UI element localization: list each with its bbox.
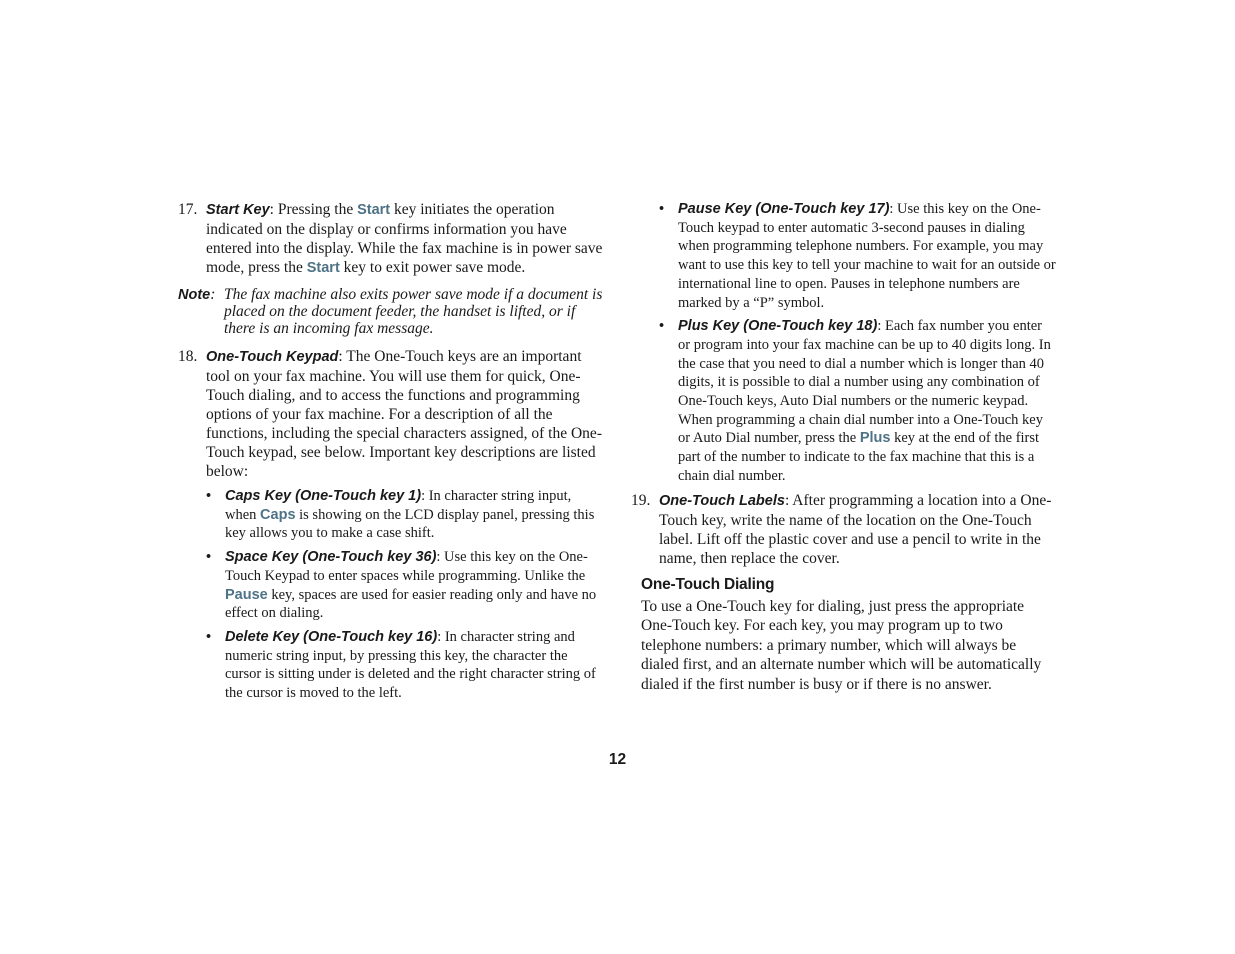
term-pause-key: Pause Key (One-Touch key 17) — [678, 201, 890, 217]
item-number: 19. — [631, 491, 651, 509]
bullet-caps-key: • Caps Key (One-Touch key 1): In character string input, when Caps is showing on the LCD display panel, pressing this key allows you to make a case shift. — [206, 488, 595, 542]
page-number: 12 — [608, 751, 627, 768]
bullet-list — [206, 487, 604, 703]
bullet-icon: • — [206, 549, 212, 566]
item-text: key initiates the operation indicated on the display or confirms information you have entered into the display. While the fax machine is in power save mode, press the — [206, 201, 603, 276]
key-name-start: Start — [306, 260, 340, 276]
item-number: 17. — [178, 201, 198, 218]
term-one-touch-keypad: One-Touch Keypad — [206, 349, 339, 365]
item-text: : The One-Touch keys are an important tool on your fax machine. You will use them for quick, One-Touch dialing, and to access the functions and programming options of your fax machine. For a description of all the functions, including the special characters assigned, of the One-Touch keypad, see below. Important key descriptions are listed below: — [206, 348, 602, 480]
section-heading: One-Touch Dialing — [641, 575, 775, 593]
term-plus-key: Plus Key (One-Touch key 18) — [678, 318, 878, 335]
note-text: The fax machine also exits power save mode if a document is placed on the document feeder, the handset is lifted, or if there is an incoming fax message. — [224, 286, 603, 337]
item-text: key to exit power save mode. — [339, 259, 526, 276]
bullet-delete-key: • Delete Key (One-Touch key 16): In character string and numeric string input, by pressing this key, the character the cursor is sitting under is deleted and the right character string of the cursor is moved to the left. — [206, 628, 596, 702]
term-start-key: Start Key — [206, 202, 270, 218]
list-item-19 — [631, 491, 1057, 568]
bullet-icon: • — [659, 318, 665, 335]
bullet-icon: • — [659, 201, 665, 217]
key-name-pause: Pause — [225, 586, 268, 603]
term-space-key: Space Key (One-Touch key 36) — [225, 549, 437, 566]
bullet-space-key: • Space Key (One-Touch key 36): Use this key on the One-Touch Keypad to enter spaces while programming. Unlike the Pause key, spaces are used for easier reading only and have no effect on dialing. — [206, 549, 597, 622]
item-body: One-Touch Labels: After programming a location into a One-Touch key, write the name of the location on the One-Touch label. Lift off the plastic cover and use a pencil to write in the name, then replace the cover. — [659, 491, 1052, 567]
key-name-caps: Caps — [260, 506, 296, 523]
bullet-icon: • — [206, 628, 212, 645]
term-caps-key: Caps Key (One-Touch key 1) — [225, 488, 422, 504]
term-one-touch-labels: One-Touch Labels — [659, 492, 785, 509]
note — [178, 286, 604, 337]
key-name-start: Start — [357, 202, 391, 218]
note-label: Note: — [178, 286, 216, 303]
list-item-18 — [178, 347, 604, 708]
item-body — [206, 200, 604, 278]
item-number: 18. — [178, 348, 198, 365]
item-text: : Pressing the — [269, 201, 358, 218]
list-item-17 — [178, 200, 604, 278]
left-column — [178, 200, 604, 716]
item-body — [206, 347, 604, 708]
bullet-plus-key: • Plus Key (One-Touch key 18): Each fax number you enter or program into your fax machine can be up to 40 digits long. In the case that you need to dial a number which is longer than 40 digits, it is possible to dial a number using any combination of One-Touch keys, Auto Dial numbers or the numeric keypad. When programming a chain dial number into a One-Touch key or Auto Dial number, press the Plus key at the end of the first part of the number to indicate to the fax machine that this is a chain dial number. — [659, 318, 1051, 484]
bullet-icon: • — [206, 488, 212, 504]
key-name-plus: Plus — [859, 430, 891, 447]
section-paragraph: To use a One-Touch key for dialing, just press the appropriate One-Touch key. For each key, you may program up to two telephone numbers: a primary number, which will always be dialed first, and an alternate number which will be automatically dialed if the first number is busy or if there is no answer. — [641, 597, 1042, 693]
term-delete-key: Delete Key (One-Touch key 16) — [225, 628, 438, 645]
right-column — [631, 200, 1057, 694]
bullet-list — [659, 200, 1057, 486]
bullet-pause-key: • Pause Key (One-Touch key 17): Use this key on the One-Touch keypad to enter automatic 3-second pauses in dialing when programming telephone numbers. For example, you may want to use this key to tell your machine to wait for an outside or international line to open. Pauses in telephone numbers are marked by a “P” symbol. — [659, 201, 1056, 311]
